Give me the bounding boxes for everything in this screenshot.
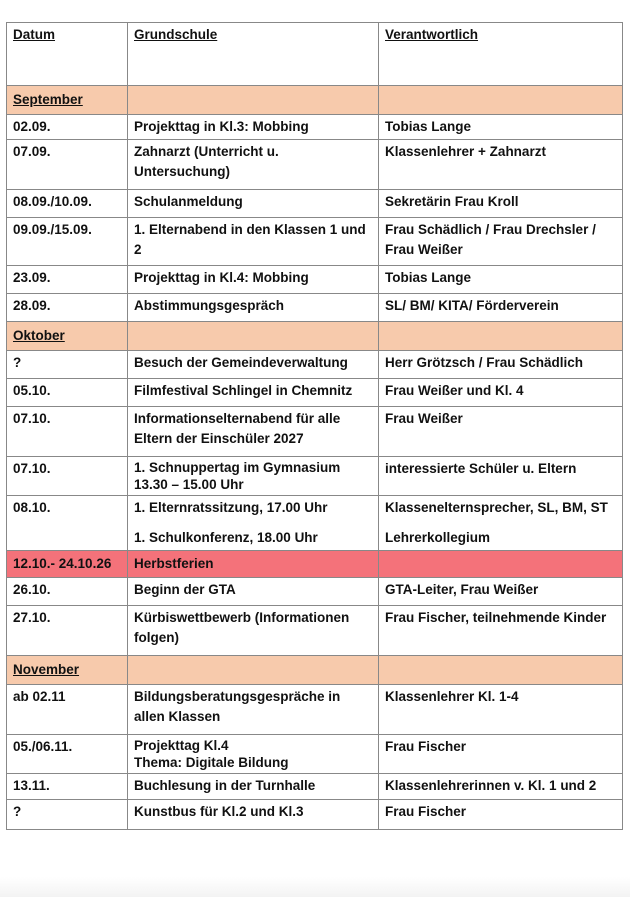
- event-line: Projekttag Kl.4: [134, 738, 229, 753]
- table-row: [7, 190, 623, 218]
- row-event: Projekttag in Kl.3: Mobbing: [128, 115, 379, 140]
- row-responsible: Frau Fischer, teilnehmende Kinder: [379, 606, 623, 656]
- row-date: 07.10.: [7, 457, 128, 496]
- event-line: 1. Elternratssitzung, 17.00 Uhr: [134, 500, 328, 515]
- header-date: Datum: [7, 23, 128, 86]
- row-date: 05.10.: [7, 379, 128, 407]
- month-row-oktober: [7, 322, 623, 351]
- row-responsible: Tobias Lange: [379, 115, 623, 140]
- event-line: 1. Schnuppertag im Gymnasium: [134, 460, 341, 475]
- row-date: 08.10.: [7, 496, 128, 551]
- month-label: September: [13, 92, 83, 107]
- month-label: Oktober: [13, 328, 65, 343]
- table-row: [7, 140, 623, 190]
- row-responsible: GTA-Leiter, Frau Weißer: [379, 578, 623, 606]
- table-header-row: [7, 23, 623, 86]
- row-event: Kürbiswettbewerb (Informationen folgen): [128, 606, 379, 656]
- row-responsible: Frau Fischer: [379, 735, 623, 774]
- row-event: Schulanmeldung: [128, 190, 379, 218]
- table-row: [7, 735, 623, 774]
- row-date: 13.11.: [7, 774, 128, 800]
- page-bottom-shadow: [0, 877, 630, 897]
- row-date: 09.09./15.09.: [7, 218, 128, 266]
- row-event: Kunstbus für Kl.2 und Kl.3: [128, 800, 379, 830]
- table-row: [7, 266, 623, 294]
- row-date: 26.10.: [7, 578, 128, 606]
- row-responsible: Frau Weißer und Kl. 4: [379, 379, 623, 407]
- responsible-line: Lehrerkollegium: [385, 530, 491, 545]
- row-date: 27.10.: [7, 606, 128, 656]
- row-event: Abstimmungsgespräch: [128, 294, 379, 322]
- row-event: [128, 457, 379, 496]
- event-line: Thema: Digitale Bildung: [134, 755, 289, 770]
- row-date: ?: [7, 800, 128, 830]
- table-row: [7, 774, 623, 800]
- month-row-november: [7, 656, 623, 685]
- row-responsible: SL/ BM/ KITA/ Förderverein: [379, 294, 623, 322]
- table-row: [7, 115, 623, 140]
- table-row: [7, 407, 623, 457]
- row-responsible: interessierte Schüler u. Eltern: [379, 457, 623, 496]
- row-date: 07.09.: [7, 140, 128, 190]
- row-responsible: Klassenlehrerinnen v. Kl. 1 und 2: [379, 774, 623, 800]
- table-row: [7, 606, 623, 656]
- row-event: Zahnarzt (Unterricht u. Untersuchung): [128, 140, 379, 190]
- responsible-line: Klassenelternsprecher, SL, BM, ST: [385, 500, 608, 515]
- schedule-table: [6, 22, 623, 830]
- row-event: [128, 496, 379, 551]
- row-responsible: Frau Fischer: [379, 800, 623, 830]
- row-responsible: Tobias Lange: [379, 266, 623, 294]
- row-event: Projekttag in Kl.4: Mobbing: [128, 266, 379, 294]
- row-responsible: Sekretärin Frau Kroll: [379, 190, 623, 218]
- month-label: November: [13, 662, 80, 677]
- table-row: [7, 800, 623, 830]
- row-responsible: [379, 496, 623, 551]
- header-responsible: Verantwortlich: [379, 23, 623, 86]
- row-responsible: Klassenlehrer + Zahnarzt: [379, 140, 623, 190]
- holiday-date: 12.10.- 24.10.26: [7, 551, 128, 578]
- row-event: Besuch der Gemeindeverwaltung: [128, 351, 379, 379]
- row-event: Filmfestival Schlingel in Chemnitz: [128, 379, 379, 407]
- event-line: 13.30 – 15.00 Uhr: [134, 477, 244, 492]
- schedule-document: [6, 22, 622, 830]
- header-school: Grundschule: [128, 23, 379, 86]
- row-event: Beginn der GTA: [128, 578, 379, 606]
- row-responsible: Frau Weißer: [379, 407, 623, 457]
- row-event: [128, 735, 379, 774]
- row-date: 05./06.11.: [7, 735, 128, 774]
- row-event: Buchlesung in der Turnhalle: [128, 774, 379, 800]
- row-event: Bildungsberatungsgespräche in allen Klassen: [128, 685, 379, 735]
- row-date: 07.10.: [7, 407, 128, 457]
- holiday-label: Herbstferien: [128, 551, 379, 578]
- holiday-row: [7, 551, 623, 578]
- table-row: [7, 685, 623, 735]
- table-row: [7, 578, 623, 606]
- row-date: 23.09.: [7, 266, 128, 294]
- table-row: [7, 496, 623, 551]
- month-row-september: [7, 86, 623, 115]
- table-row: [7, 351, 623, 379]
- table-row: [7, 218, 623, 266]
- row-responsible: Frau Schädlich / Frau Drechsler / Frau Weißer: [379, 218, 623, 266]
- row-event: 1. Elternabend in den Klassen 1 und 2: [128, 218, 379, 266]
- row-responsible: Klassenlehrer Kl. 1-4: [379, 685, 623, 735]
- row-date: ?: [7, 351, 128, 379]
- row-date: 28.09.: [7, 294, 128, 322]
- row-date: 02.09.: [7, 115, 128, 140]
- table-row: [7, 457, 623, 496]
- row-date: ab 02.11: [7, 685, 128, 735]
- row-date: 08.09./10.09.: [7, 190, 128, 218]
- table-row: [7, 379, 623, 407]
- event-line: 1. Schulkonferenz, 18.00 Uhr: [134, 530, 318, 545]
- row-event: Informationselternabend für alle Eltern der Einschüler 2027: [128, 407, 379, 457]
- row-responsible: Herr Grötzsch / Frau Schädlich: [379, 351, 623, 379]
- table-row: [7, 294, 623, 322]
